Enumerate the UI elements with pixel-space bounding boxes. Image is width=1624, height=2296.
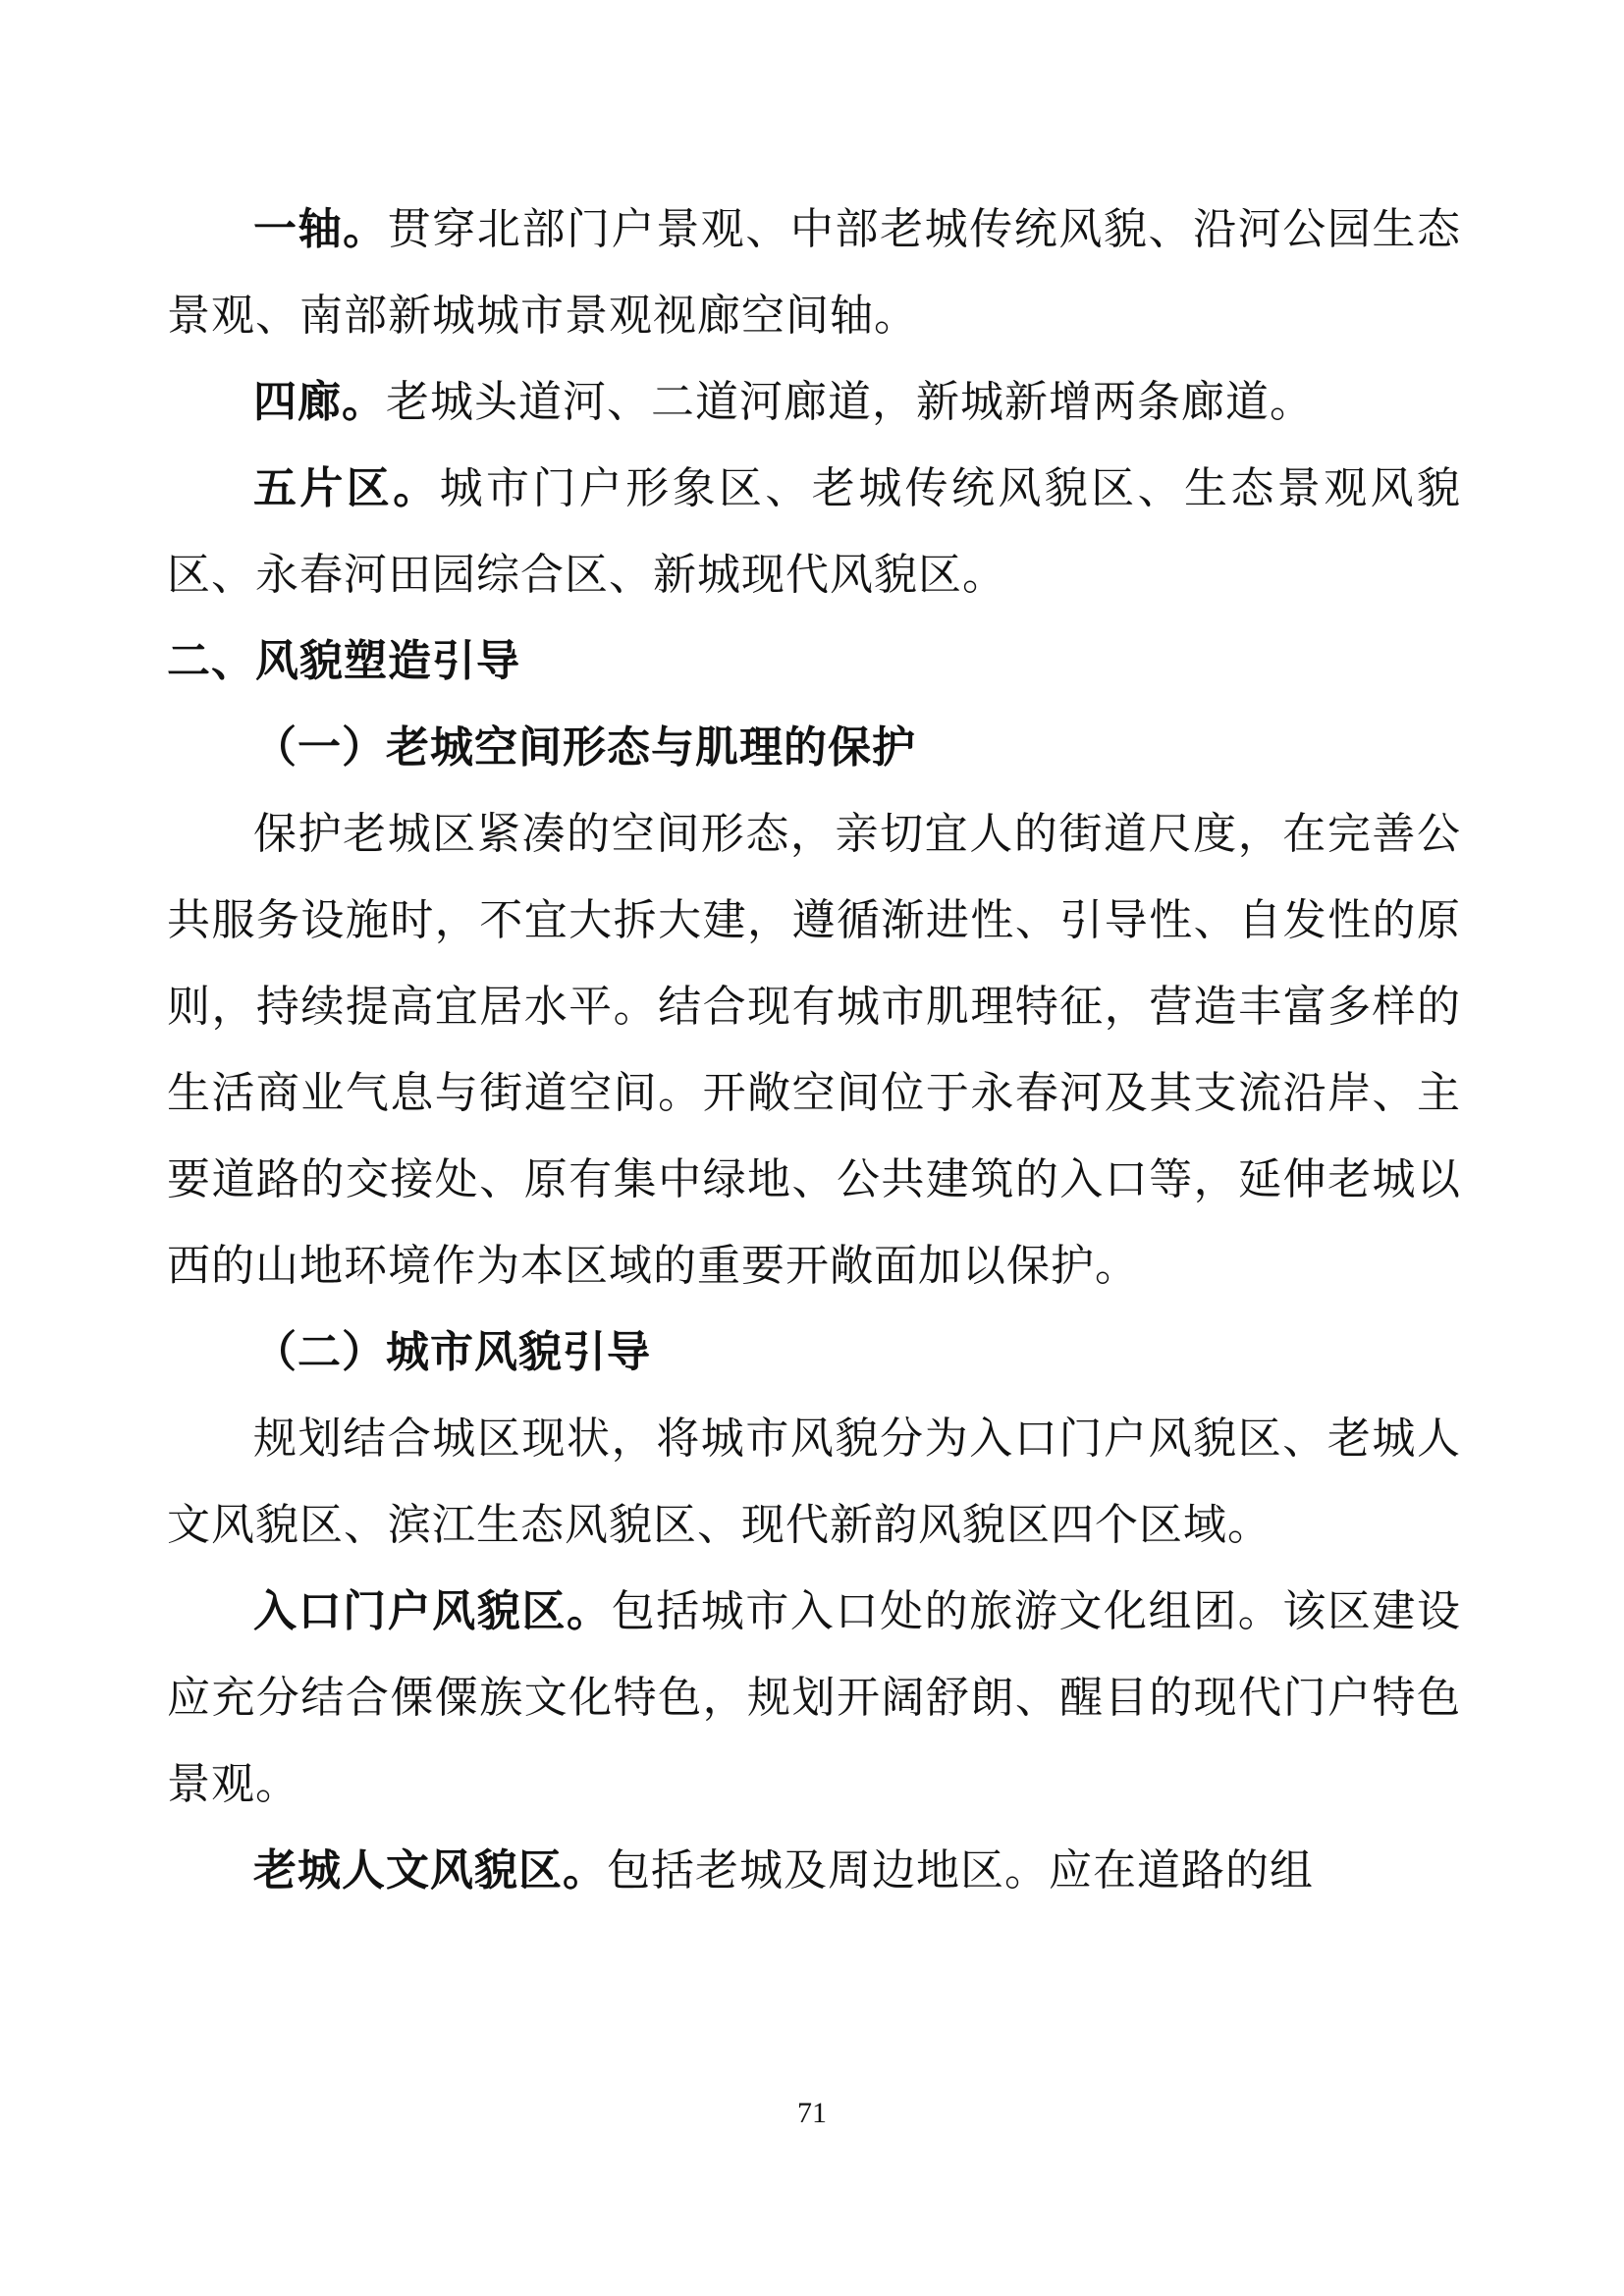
paragraph-four-corridors xyxy=(167,359,1461,446)
paragraph-text: 贯穿北部门户景观、中部老城传统风貌、沿河公园生态景观、南部新城城市景观视廊空间轴。 xyxy=(167,205,1462,340)
paragraph-gateway-zone xyxy=(167,1569,1461,1828)
paragraph-lead: 五片区。 xyxy=(253,464,440,512)
paragraph-text: 包括老城及周边地区。应在道路的组 xyxy=(607,1846,1314,1895)
paragraph-text: 包括城市入口处的旅游文化组团。该区建设应充分结合傈僳族文化特色，规划开阔舒朗、醒目的现代门户特色景观。 xyxy=(167,1587,1462,1808)
section-heading-2-appearance-shaping: 二、风貌塑造引导 xyxy=(167,637,520,685)
paragraph-lead: 四廊。 xyxy=(253,378,386,426)
subsection-heading-2-city-appearance-guidance: （二）城市风貌引导 xyxy=(253,1328,651,1376)
paragraph-one-axis xyxy=(167,187,1461,359)
paragraph-text: 老城头道河、二道河廊道，新城新增两条廊道。 xyxy=(386,378,1314,426)
document-body xyxy=(167,187,1461,1914)
paragraph-appearance-zones-body: 规划结合城区现状，将城市风貌分为入口门户风貌区、老城人文风貌区、滨江生态风貌区、现代新韵风貌区四个区域。 xyxy=(167,1415,1461,1549)
paragraph-lead: 一轴。 xyxy=(253,205,388,253)
paragraph-old-town-protection-body: 保护老城区紧凑的空间形态，亲切宜人的街道尺度，在完善公共服务设施时，不宜大拆大建，遵循渐进性、引导性、自发性的原则，持续提高宜居水平。结合现有城市肌理特征，营造丰富多样的生活商业气息与街道空间。开敞空间位于永春河及其支流沿岸、主要道路的交接处、原有集中绿地、公共建筑的入口等，延伸老城以西的山地环境作为本区域的重要开敞面加以保护。 xyxy=(167,810,1461,1290)
paragraph-five-districts xyxy=(167,446,1461,618)
paragraph-text: 城市门户形象区、老城传统风貌区、生态景观风貌区、永春河田园综合区、新城现代风貌区。 xyxy=(167,464,1462,599)
paragraph-lead: 入口门户风貌区。 xyxy=(253,1587,612,1635)
paragraph-old-town-humanity-zone xyxy=(167,1828,1461,1914)
page-number: 71 xyxy=(797,2097,827,2129)
subsection-heading-1-old-town-protection: （一）老城空间形态与肌理的保护 xyxy=(253,723,916,772)
paragraph-lead: 老城人文风貌区。 xyxy=(253,1846,607,1895)
